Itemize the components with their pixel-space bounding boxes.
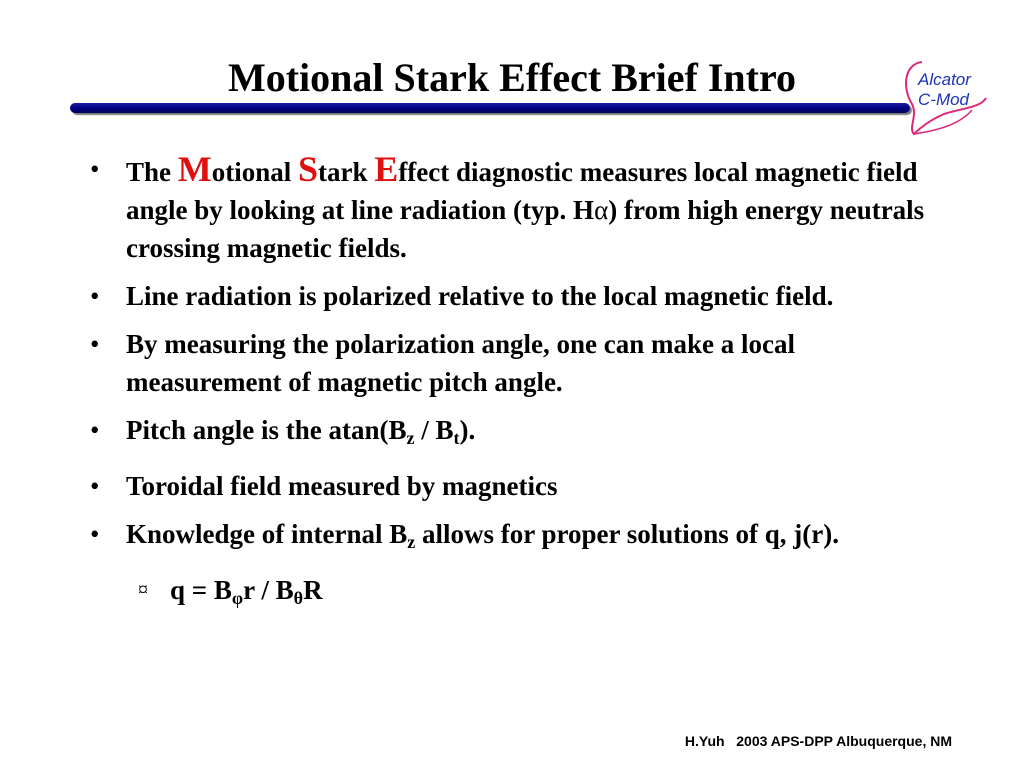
logo-text-cmod: C-Mod (918, 90, 970, 109)
logo-text-alcator: Alcator (918, 70, 971, 89)
slide-title: Motional Stark Effect Brief Intro (227, 55, 797, 100)
title-underline (70, 103, 910, 113)
bullet-item-knowledge: • Knowledge of internal $B_z$ allows for proper solutions of q, j(r). (90, 519, 840, 552)
bullet-item-measurement: • By measuring the polarization angle, one can make a local measurement of magnetic pitch angle. (90, 329, 795, 397)
bullet-item-toroidal-field: • Toroidal field measured by magnetics (90, 471, 558, 501)
bullet-item-polarization: • Line radiation is polarized relative to the local magnetic field. (90, 281, 834, 311)
slide-footer: H.Yuh 2003 APS-DPP Albuquerque, NM (684, 733, 952, 749)
sub-bullet-formula: ¤ $q = B_\varphi r / B_\theta R$ (90, 571, 950, 617)
bullet-list (90, 150, 950, 617)
bullet-item-mse-intro: • The Motional Stark Effect diagnostic measures local magnetic field angle by looking at line radiation (typ. Hα) from high energy neutrals crossing magnetic fields. (90, 149, 925, 263)
sub-bullet-symbol: ¤ (138, 579, 148, 601)
bullet-dot: • (90, 154, 100, 184)
bullet-item-pitch-angle: • Pitch angle is the $atan(B_z / B_t)$. (90, 415, 476, 448)
